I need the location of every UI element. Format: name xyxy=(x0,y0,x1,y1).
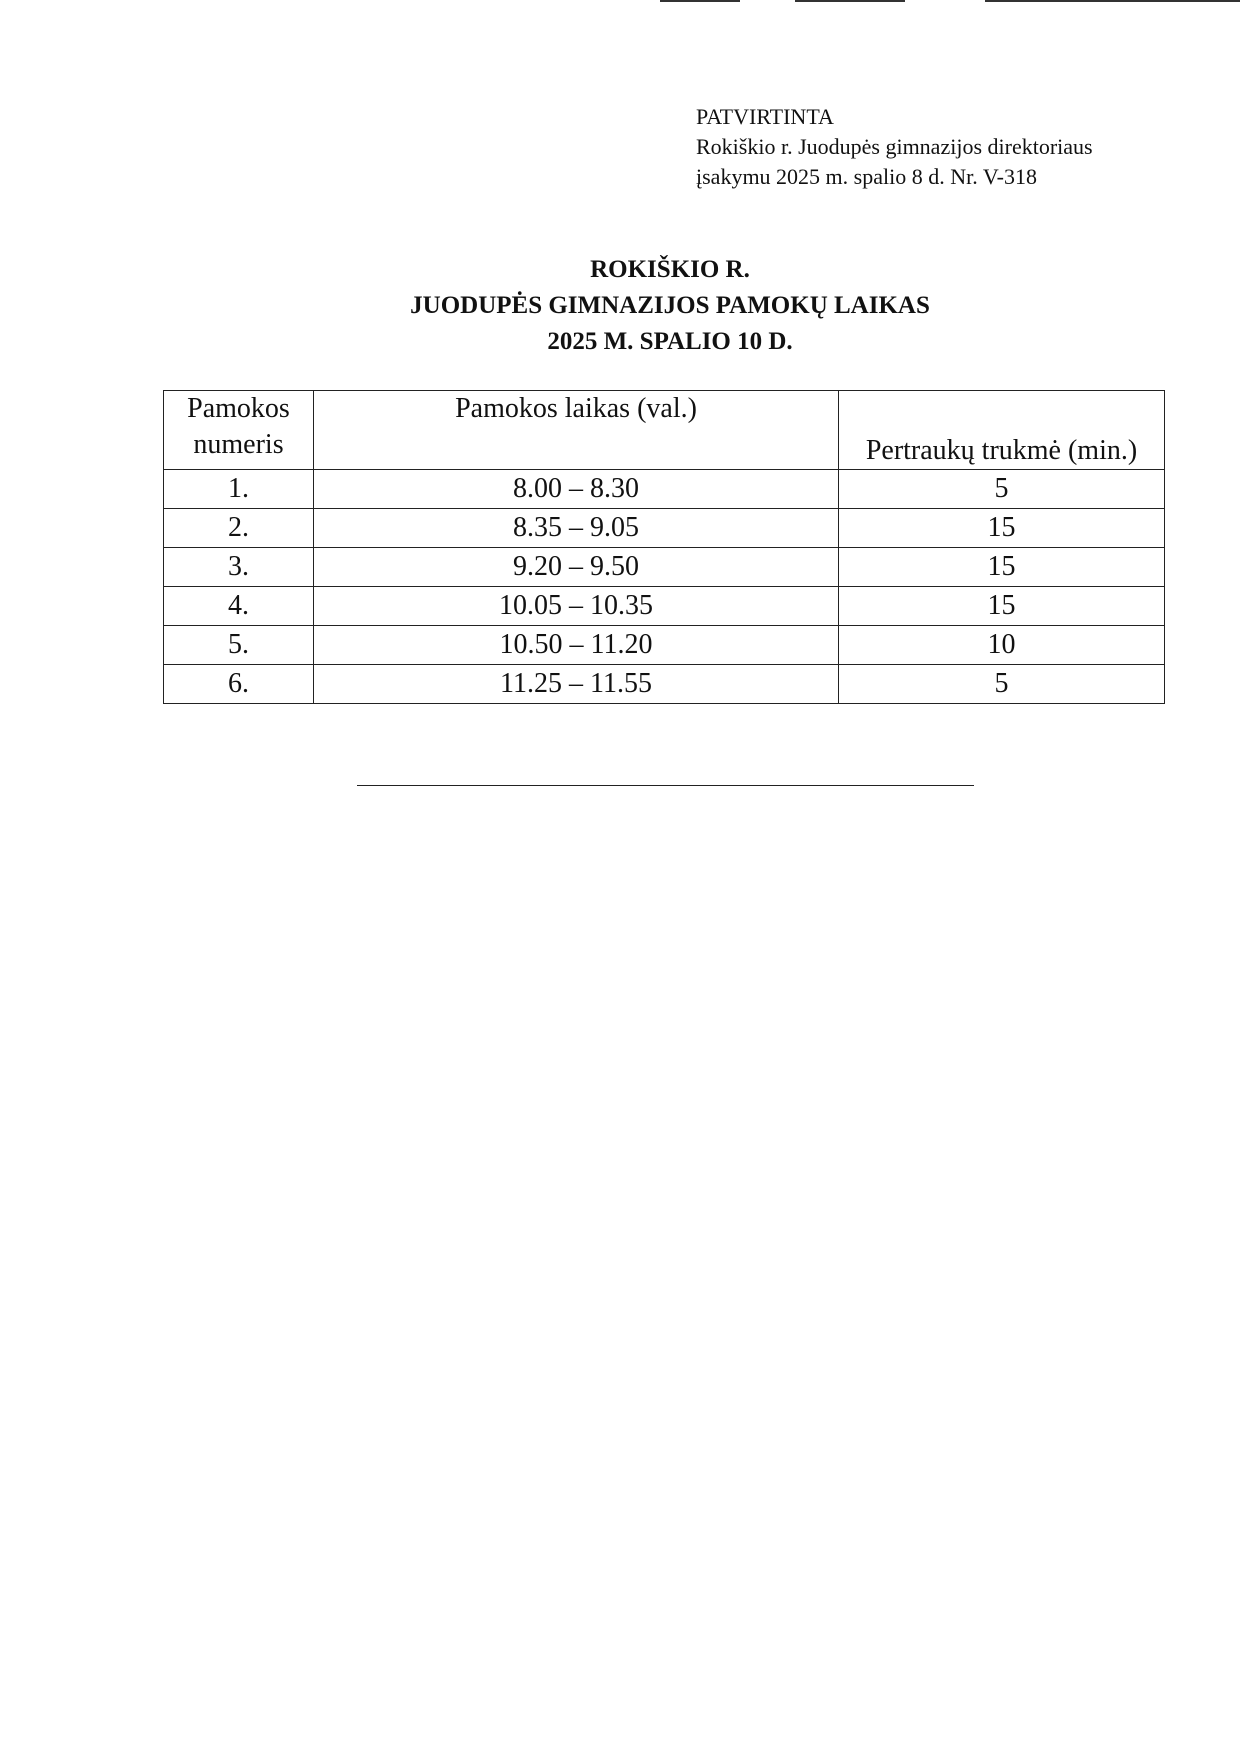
lesson-time: 10.50 – 11.20 xyxy=(314,626,839,665)
lesson-time: 11.25 – 11.55 xyxy=(314,665,839,704)
approval-label: PATVIRTINTA xyxy=(696,104,834,129)
table-row xyxy=(164,509,1165,548)
table-row xyxy=(164,626,1165,665)
lesson-time: 10.05 – 10.35 xyxy=(314,587,839,626)
lesson-time: 9.20 – 9.50 xyxy=(314,548,839,587)
header-break-duration: Pertraukų trukmė (min.) xyxy=(839,391,1165,470)
lesson-schedule-table xyxy=(163,390,1165,704)
title-line-date: 2025 M. SPALIO 10 D. xyxy=(547,328,793,355)
lesson-number: 1. xyxy=(164,470,314,509)
table-row xyxy=(164,548,1165,587)
approval-order: įsakymu 2025 m. spalio 8 d. Nr. V-318 xyxy=(696,164,1038,189)
approval-block xyxy=(696,102,1216,192)
document-title xyxy=(0,252,1240,360)
break-duration: 5 xyxy=(839,665,1165,704)
lesson-number: 3. xyxy=(164,548,314,587)
lesson-time: 8.35 – 9.05 xyxy=(314,509,839,548)
lesson-number: 5. xyxy=(164,626,314,665)
end-of-document-rule xyxy=(357,785,974,786)
scan-edge-line xyxy=(660,0,740,2)
table-row xyxy=(164,587,1165,626)
lesson-number: 6. xyxy=(164,665,314,704)
title-line-school: JUODUPĖS GIMNAZIJOS PAMOKŲ LAIKAS xyxy=(410,292,930,319)
scan-edge-line xyxy=(795,0,905,2)
break-duration: 10 xyxy=(839,626,1165,665)
header-lesson-time: Pamokos laikas (val.) xyxy=(314,391,839,470)
title-line-district: ROKIŠKIO R. xyxy=(590,256,750,283)
break-duration: 15 xyxy=(839,509,1165,548)
table-row xyxy=(164,470,1165,509)
approval-issuer: Rokiškio r. Juodupės gimnazijos direktoriaus xyxy=(696,134,1093,159)
lesson-number: 2. xyxy=(164,509,314,548)
scan-edge-line xyxy=(985,0,1240,2)
break-duration: 15 xyxy=(839,587,1165,626)
header-lesson-number: Pamokos numeris xyxy=(164,391,314,470)
table-row xyxy=(164,665,1165,704)
break-duration: 5 xyxy=(839,470,1165,509)
lesson-time: 8.00 – 8.30 xyxy=(314,470,839,509)
table-header-row xyxy=(164,391,1165,470)
lesson-number: 4. xyxy=(164,587,314,626)
break-duration: 15 xyxy=(839,548,1165,587)
